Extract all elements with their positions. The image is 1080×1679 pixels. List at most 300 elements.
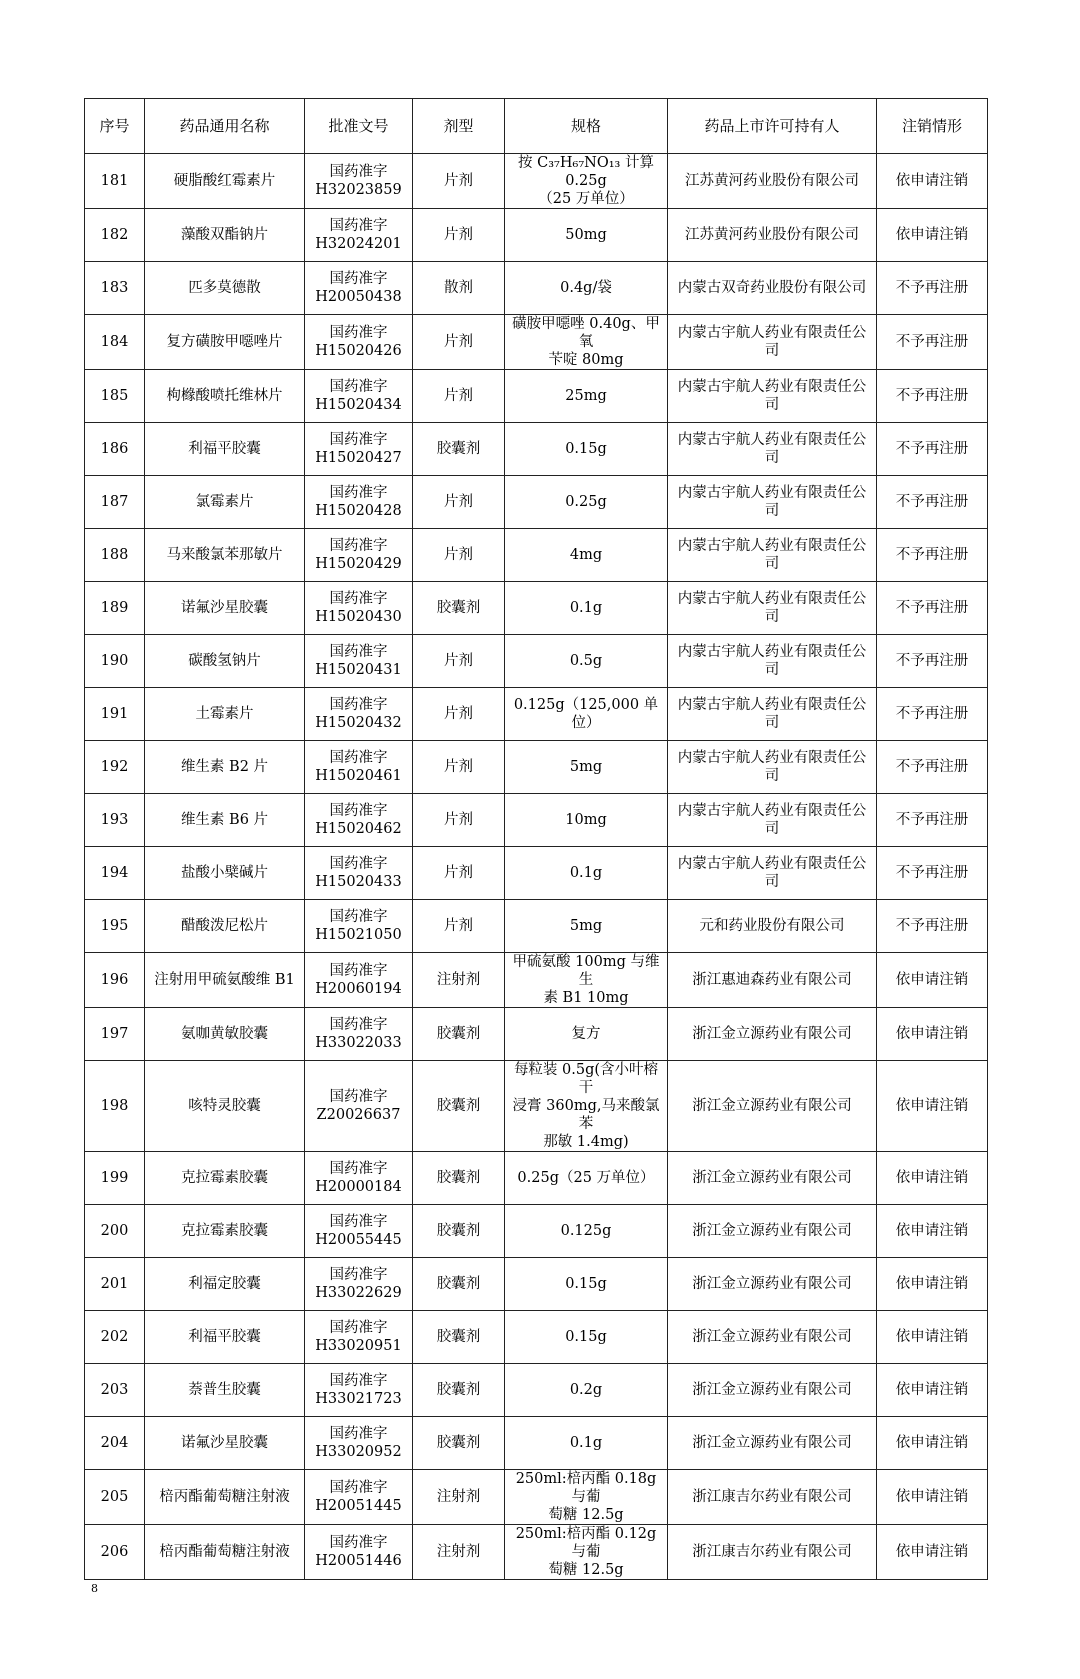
cell-license-holder — [668, 900, 877, 953]
cell-drug-name: 碳酸氢钠片 — [145, 635, 305, 688]
cell-specification-line: 复方 — [571, 1026, 601, 1042]
cell-cancellation-status: 不予再注册 — [877, 370, 988, 423]
cell-approval-number-line: H32023859 — [315, 182, 402, 198]
cell-specification — [505, 794, 668, 847]
cell-approval-number — [305, 476, 413, 529]
cell-index: 187 — [85, 476, 145, 529]
cell-approval-number-line: H15020429 — [315, 556, 402, 572]
page-number: 8 — [91, 1582, 98, 1595]
cell-approval-number-line: 国药准字 — [329, 909, 388, 925]
cell-license-holder-line: 司 — [764, 715, 780, 731]
cell-specification-line: 0.1g — [569, 600, 603, 616]
cell-approval-number-line: H15020434 — [315, 397, 402, 413]
table-row — [85, 582, 988, 635]
cell-license-holder — [668, 1152, 877, 1205]
cell-specification-line: 那敏 1.4mg) — [543, 1134, 629, 1150]
cell-license-holder-line: 内蒙古宇航人药业有限责任公 — [677, 591, 867, 607]
cell-approval-number — [305, 423, 413, 476]
cell-approval-number-line: 国药准字 — [329, 432, 388, 448]
table-row — [85, 423, 988, 476]
cell-drug-name: 匹多莫德散 — [145, 262, 305, 315]
table-row — [85, 1258, 988, 1311]
cell-approval-number — [305, 1417, 413, 1470]
cell-cancellation-status: 不予再注册 — [877, 688, 988, 741]
cell-approval-number — [305, 953, 413, 1008]
cell-approval-number-line: H20051446 — [315, 1553, 402, 1569]
cell-specification — [505, 900, 668, 953]
cell-approval-number-line: 国药准字 — [329, 1320, 388, 1336]
cell-license-holder — [668, 1417, 877, 1470]
cell-approval-number-line: 国药准字 — [329, 1267, 388, 1283]
cell-approval-number-line: 国药准字 — [329, 644, 388, 660]
cell-dosage-form: 胶囊剂 — [413, 582, 505, 635]
cell-approval-number — [305, 1205, 413, 1258]
cell-index: 203 — [85, 1364, 145, 1417]
cell-license-holder-line: 司 — [764, 609, 780, 625]
cell-drug-name: 醋酸泼尼松片 — [145, 900, 305, 953]
cell-approval-number-line: Z20026637 — [316, 1107, 401, 1123]
cell-approval-number-line: H32024201 — [315, 236, 402, 252]
cell-specification-line: 0.1g — [569, 865, 603, 881]
cell-approval-number-line: 国药准字 — [329, 697, 388, 713]
cell-license-holder-line: 浙江金立源药业有限公司 — [692, 1026, 852, 1042]
cell-license-holder — [668, 1525, 877, 1580]
cell-approval-number-line: 国药准字 — [329, 164, 388, 180]
cell-specification-line: 0.4g/袋 — [560, 280, 612, 296]
cell-license-holder-line: 司 — [764, 821, 780, 837]
cell-approval-number-line: H20050438 — [315, 289, 402, 305]
cell-specification-line: 4mg — [569, 547, 603, 563]
cell-dosage-form: 胶囊剂 — [413, 1008, 505, 1061]
cell-dosage-form: 胶囊剂 — [413, 423, 505, 476]
table-row — [85, 1525, 988, 1580]
cell-drug-name: 枸橼酸喷托维林片 — [145, 370, 305, 423]
cell-drug-name: 诺氟沙星胶囊 — [145, 1417, 305, 1470]
cell-license-holder — [668, 1311, 877, 1364]
cell-specification-line: 0.15g — [565, 441, 607, 457]
table-row — [85, 1061, 988, 1152]
cell-specification-line: 每粒装 0.5g(含小叶榕干 — [513, 1062, 659, 1096]
cell-approval-number-line: H15020432 — [315, 715, 402, 731]
cell-approval-number — [305, 1364, 413, 1417]
cell-approval-number-line: H15020430 — [315, 609, 402, 625]
cell-license-holder-line: 浙江金立源药业有限公司 — [692, 1170, 852, 1186]
cell-license-holder-line: 浙江康吉尔药业有限公司 — [692, 1489, 852, 1505]
cell-license-holder-line: 浙江康吉尔药业有限公司 — [692, 1544, 852, 1560]
cell-drug-name: 氨咖黄敏胶囊 — [145, 1008, 305, 1061]
cell-index: 202 — [85, 1311, 145, 1364]
cell-approval-number-line: 国药准字 — [329, 1426, 388, 1442]
cell-index: 186 — [85, 423, 145, 476]
cell-dosage-form: 片剂 — [413, 315, 505, 370]
cell-cancellation-status: 依申请注销 — [877, 1364, 988, 1417]
cell-license-holder-line: 内蒙古宇航人药业有限责任公 — [677, 379, 867, 395]
cell-index: 204 — [85, 1417, 145, 1470]
cell-approval-number — [305, 847, 413, 900]
cell-approval-number-line: H15020428 — [315, 503, 402, 519]
table-row — [85, 741, 988, 794]
cell-approval-number-line: 国药准字 — [329, 325, 388, 341]
table-body — [85, 154, 988, 1580]
cell-approval-number-line: 国药准字 — [329, 856, 388, 872]
cell-specification — [505, 1152, 668, 1205]
cell-approval-number — [305, 1470, 413, 1525]
cell-specification — [505, 423, 668, 476]
cell-approval-number-line: 国药准字 — [329, 538, 388, 554]
cell-cancellation-status: 依申请注销 — [877, 1470, 988, 1525]
cell-specification-line: 0.125g — [560, 1223, 612, 1239]
cell-approval-number-line: 国药准字 — [329, 1017, 388, 1033]
cell-dosage-form: 片剂 — [413, 688, 505, 741]
cell-approval-number-line: 国药准字 — [329, 271, 388, 287]
cell-approval-number — [305, 688, 413, 741]
cell-approval-number-line: 国药准字 — [329, 1535, 388, 1551]
cell-dosage-form: 胶囊剂 — [413, 1364, 505, 1417]
cell-approval-number-line: 国药准字 — [329, 1373, 388, 1389]
cell-drug-name: 利福平胶囊 — [145, 1311, 305, 1364]
cell-license-holder — [668, 370, 877, 423]
cell-drug-name: 棓丙酯葡萄糖注射液 — [145, 1525, 305, 1580]
cell-license-holder-line: 江苏黄河药业股份有限公司 — [685, 227, 859, 243]
table-header-row — [85, 99, 988, 154]
cell-index: 182 — [85, 209, 145, 262]
cell-approval-number-line: H33020952 — [315, 1444, 402, 1460]
cell-specification — [505, 1364, 668, 1417]
table-row — [85, 209, 988, 262]
cell-specification-line: 0.2g — [569, 1382, 603, 1398]
cell-specification — [505, 1061, 668, 1152]
cell-license-holder-line: 内蒙古宇航人药业有限责任公 — [677, 432, 867, 448]
cell-specification-line: 5mg — [569, 759, 603, 775]
cell-cancellation-status: 不予再注册 — [877, 741, 988, 794]
cell-specification — [505, 1525, 668, 1580]
table-row — [85, 635, 988, 688]
cell-approval-number — [305, 1311, 413, 1364]
cell-specification-line: 250ml:棓丙酯 0.18g 与葡 — [515, 1471, 657, 1505]
header-dosage-form: 剂型 — [413, 99, 505, 154]
table-row — [85, 1311, 988, 1364]
cell-index: 194 — [85, 847, 145, 900]
cell-index: 200 — [85, 1205, 145, 1258]
cell-approval-number-line: 国药准字 — [329, 485, 388, 501]
cell-cancellation-status: 依申请注销 — [877, 1311, 988, 1364]
cell-specification-line: 磺胺甲噁唑 0.40g、甲氧 — [512, 316, 660, 350]
cell-approval-number-line: H20060194 — [315, 981, 402, 997]
cell-dosage-form: 片剂 — [413, 529, 505, 582]
cell-approval-number-line: H33021723 — [315, 1391, 402, 1407]
cell-approval-number-line: 国药准字 — [329, 803, 388, 819]
cell-license-holder-line: 司 — [764, 397, 780, 413]
cell-approval-number-line: H15020433 — [315, 874, 402, 890]
cell-approval-number — [305, 370, 413, 423]
cell-license-holder — [668, 154, 877, 209]
cell-specification — [505, 1205, 668, 1258]
table-row — [85, 476, 988, 529]
cell-approval-number-line: H20055445 — [315, 1232, 402, 1248]
cell-specification-line: 0.25g（25 万单位） — [517, 1170, 655, 1186]
cell-approval-number-line: H15020431 — [315, 662, 402, 678]
cell-drug-name: 复方磺胺甲噁唑片 — [145, 315, 305, 370]
table-row — [85, 1364, 988, 1417]
cell-cancellation-status: 依申请注销 — [877, 1525, 988, 1580]
cell-specification — [505, 209, 668, 262]
cell-license-holder-line: 元和药业股份有限公司 — [699, 918, 845, 934]
cell-index: 183 — [85, 262, 145, 315]
cell-specification-line: 按 C₃₇H₆₇NO₁₃ 计算 0.25g — [518, 155, 654, 189]
cell-cancellation-status: 依申请注销 — [877, 1061, 988, 1152]
cell-license-holder — [668, 741, 877, 794]
cell-specification-line: 250ml:棓丙酯 0.12g 与葡 — [515, 1526, 657, 1560]
cell-license-holder — [668, 1258, 877, 1311]
cell-cancellation-status: 不予再注册 — [877, 476, 988, 529]
cell-license-holder — [668, 847, 877, 900]
cell-index: 184 — [85, 315, 145, 370]
cell-index: 196 — [85, 953, 145, 1008]
cell-index: 201 — [85, 1258, 145, 1311]
table-row — [85, 315, 988, 370]
cell-drug-name: 维生素 B6 片 — [145, 794, 305, 847]
cell-dosage-form: 注射剂 — [413, 953, 505, 1008]
cell-dosage-form: 胶囊剂 — [413, 1311, 505, 1364]
cell-license-holder-line: 浙江金立源药业有限公司 — [692, 1098, 852, 1114]
cell-approval-number-line: 国药准字 — [329, 1480, 388, 1496]
cell-cancellation-status: 不予再注册 — [877, 582, 988, 635]
cell-approval-number-line: 国药准字 — [329, 218, 388, 234]
cell-cancellation-status: 依申请注销 — [877, 953, 988, 1008]
cell-specification — [505, 1311, 668, 1364]
cell-approval-number-line: H33020951 — [315, 1338, 402, 1354]
cell-license-holder — [668, 1061, 877, 1152]
table-row — [85, 1417, 988, 1470]
cell-cancellation-status: 不予再注册 — [877, 423, 988, 476]
cell-license-holder — [668, 1470, 877, 1525]
cell-specification-line: 50mg — [565, 227, 607, 243]
drug-cancellation-table — [84, 98, 988, 1580]
header-drug-name: 药品通用名称 — [145, 99, 305, 154]
cell-dosage-form: 片剂 — [413, 154, 505, 209]
cell-specification-line: 0.1g — [569, 1435, 603, 1451]
cell-specification-line: 素 B1 10mg — [543, 990, 629, 1006]
cell-dosage-form: 片剂 — [413, 370, 505, 423]
cell-specification — [505, 741, 668, 794]
cell-license-holder — [668, 1008, 877, 1061]
cell-drug-name: 盐酸小檗碱片 — [145, 847, 305, 900]
cell-drug-name: 利福平胶囊 — [145, 423, 305, 476]
cell-specification — [505, 953, 668, 1008]
cell-specification — [505, 476, 668, 529]
cell-index: 205 — [85, 1470, 145, 1525]
cell-approval-number — [305, 635, 413, 688]
cell-license-holder-line: 浙江金立源药业有限公司 — [692, 1223, 852, 1239]
cell-drug-name: 利福定胶囊 — [145, 1258, 305, 1311]
cell-license-holder-line: 内蒙古宇航人药业有限责任公 — [677, 644, 867, 660]
cell-index: 198 — [85, 1061, 145, 1152]
cell-approval-number-line: 国药准字 — [329, 1214, 388, 1230]
table-row — [85, 154, 988, 209]
cell-dosage-form: 片剂 — [413, 476, 505, 529]
cell-approval-number-line: 国药准字 — [329, 1161, 388, 1177]
cell-approval-number-line: H15020462 — [315, 821, 402, 837]
cell-index: 189 — [85, 582, 145, 635]
cell-approval-number-line: 国药准字 — [329, 750, 388, 766]
cell-drug-name: 克拉霉素胶囊 — [145, 1205, 305, 1258]
cell-license-holder-line: 内蒙古宇航人药业有限责任公 — [677, 856, 867, 872]
cell-dosage-form: 胶囊剂 — [413, 1205, 505, 1258]
cell-license-holder-line: 内蒙古宇航人药业有限责任公 — [677, 325, 867, 341]
cell-drug-name: 硬脂酸红霉素片 — [145, 154, 305, 209]
cell-specification — [505, 582, 668, 635]
table-row — [85, 1205, 988, 1258]
cell-index: 199 — [85, 1152, 145, 1205]
cell-cancellation-status: 依申请注销 — [877, 1417, 988, 1470]
header-specification: 规格 — [505, 99, 668, 154]
cell-license-holder-line: 浙江金立源药业有限公司 — [692, 1382, 852, 1398]
cell-approval-number — [305, 582, 413, 635]
cell-license-holder-line: 浙江金立源药业有限公司 — [692, 1329, 852, 1345]
cell-license-holder-line: 司 — [764, 662, 780, 678]
cell-approval-number — [305, 529, 413, 582]
cell-dosage-form: 片剂 — [413, 847, 505, 900]
cell-dosage-form: 胶囊剂 — [413, 1152, 505, 1205]
cell-approval-number-line: H33022629 — [315, 1285, 402, 1301]
cell-drug-name: 棓丙酯葡萄糖注射液 — [145, 1470, 305, 1525]
cell-license-holder-line: 内蒙古宇航人药业有限责任公 — [677, 750, 867, 766]
cell-license-holder-line: 司 — [764, 768, 780, 784]
cell-cancellation-status: 不予再注册 — [877, 262, 988, 315]
cell-specification — [505, 154, 668, 209]
cell-specification — [505, 635, 668, 688]
cell-approval-number — [305, 154, 413, 209]
cell-dosage-form: 注射剂 — [413, 1525, 505, 1580]
cell-license-holder — [668, 794, 877, 847]
cell-approval-number — [305, 741, 413, 794]
table-row — [85, 688, 988, 741]
cell-drug-name: 氯霉素片 — [145, 476, 305, 529]
cell-license-holder-line: 司 — [764, 874, 780, 890]
cell-drug-name: 咳特灵胶囊 — [145, 1061, 305, 1152]
cell-license-holder — [668, 1364, 877, 1417]
cell-specification-line: 0.25g — [565, 494, 607, 510]
cell-license-holder — [668, 529, 877, 582]
cell-cancellation-status: 不予再注册 — [877, 794, 988, 847]
cell-drug-name: 维生素 B2 片 — [145, 741, 305, 794]
cell-approval-number-line: H15020426 — [315, 343, 402, 359]
cell-approval-number-line: H20000184 — [315, 1179, 402, 1195]
cell-drug-name: 注射用甲硫氨酸维 B1 — [145, 953, 305, 1008]
cell-drug-name: 土霉素片 — [145, 688, 305, 741]
cell-cancellation-status: 不予再注册 — [877, 900, 988, 953]
cell-specification-line: 0.15g — [565, 1276, 607, 1292]
cell-specification-line: 0.15g — [565, 1329, 607, 1345]
cell-license-holder-line: 内蒙古宇航人药业有限责任公 — [677, 697, 867, 713]
cell-approval-number-line: H15020427 — [315, 450, 402, 466]
cell-approval-number — [305, 1525, 413, 1580]
cell-drug-name: 藻酸双酯钠片 — [145, 209, 305, 262]
cell-license-holder — [668, 582, 877, 635]
cell-license-holder-line: 内蒙古宇航人药业有限责任公 — [677, 803, 867, 819]
cell-cancellation-status: 依申请注销 — [877, 1152, 988, 1205]
cell-specification-line: 10mg — [565, 812, 607, 828]
cell-dosage-form: 注射剂 — [413, 1470, 505, 1525]
cell-license-holder-line: 内蒙古宇航人药业有限责任公 — [677, 485, 867, 501]
cell-approval-number — [305, 1061, 413, 1152]
cell-specification-line: 5mg — [569, 918, 603, 934]
cell-approval-number — [305, 1008, 413, 1061]
table-row — [85, 900, 988, 953]
cell-drug-name: 克拉霉素胶囊 — [145, 1152, 305, 1205]
cell-index: 188 — [85, 529, 145, 582]
cell-approval-number-line: H15020461 — [315, 768, 402, 784]
cell-specification-line: 萄糖 12.5g — [548, 1507, 624, 1523]
table-row — [85, 262, 988, 315]
cell-specification — [505, 847, 668, 900]
cell-approval-number-line: H20051445 — [315, 1498, 402, 1514]
cell-specification — [505, 1470, 668, 1525]
cell-specification-line: 萄糖 12.5g — [548, 1562, 624, 1578]
cell-license-holder — [668, 688, 877, 741]
cell-license-holder-line: 浙江金立源药业有限公司 — [692, 1435, 852, 1451]
cell-specification-line: 甲硫氨酸 100mg 与维生 — [512, 954, 660, 988]
cell-approval-number-line: H33022033 — [315, 1035, 402, 1051]
cell-specification — [505, 529, 668, 582]
cell-specification-line: 苄啶 80mg — [548, 352, 624, 368]
cell-approval-number — [305, 900, 413, 953]
cell-cancellation-status: 依申请注销 — [877, 1258, 988, 1311]
cell-index: 191 — [85, 688, 145, 741]
cell-cancellation-status: 不予再注册 — [877, 847, 988, 900]
cell-license-holder-line: 司 — [764, 556, 780, 572]
table-row — [85, 1008, 988, 1061]
cell-approval-number-line: H15021050 — [315, 927, 402, 943]
cell-specification — [505, 370, 668, 423]
cell-dosage-form: 胶囊剂 — [413, 1417, 505, 1470]
cell-dosage-form: 胶囊剂 — [413, 1258, 505, 1311]
cell-specification — [505, 1008, 668, 1061]
cell-license-holder — [668, 476, 877, 529]
cell-index: 206 — [85, 1525, 145, 1580]
header-index: 序号 — [85, 99, 145, 154]
cell-specification-line: 25mg — [565, 388, 607, 404]
cell-specification-line: （25 万单位） — [538, 191, 634, 207]
cell-approval-number-line: 国药准字 — [329, 963, 388, 979]
table-row — [85, 847, 988, 900]
cell-specification — [505, 315, 668, 370]
cell-index: 185 — [85, 370, 145, 423]
cell-license-holder-line: 司 — [764, 343, 780, 359]
cell-index: 190 — [85, 635, 145, 688]
cell-specification — [505, 688, 668, 741]
cell-license-holder-line: 司 — [764, 450, 780, 466]
cell-cancellation-status: 依申请注销 — [877, 1008, 988, 1061]
cell-approval-number — [305, 1258, 413, 1311]
table-row — [85, 953, 988, 1008]
cell-approval-number-line: 国药准字 — [329, 591, 388, 607]
cell-specification-line: 0.125g（125,000 单位） — [513, 697, 659, 731]
cell-license-holder-line: 内蒙古双奇药业股份有限公司 — [677, 280, 867, 296]
cell-approval-number — [305, 262, 413, 315]
cell-approval-number — [305, 209, 413, 262]
cell-approval-number-line: 国药准字 — [329, 1089, 388, 1105]
cell-cancellation-status: 依申请注销 — [877, 154, 988, 209]
cell-license-holder — [668, 209, 877, 262]
cell-license-holder — [668, 953, 877, 1008]
cell-cancellation-status: 不予再注册 — [877, 529, 988, 582]
table-row — [85, 794, 988, 847]
cell-cancellation-status: 依申请注销 — [877, 1205, 988, 1258]
cell-cancellation-status: 依申请注销 — [877, 209, 988, 262]
cell-dosage-form: 片剂 — [413, 741, 505, 794]
table-row — [85, 370, 988, 423]
